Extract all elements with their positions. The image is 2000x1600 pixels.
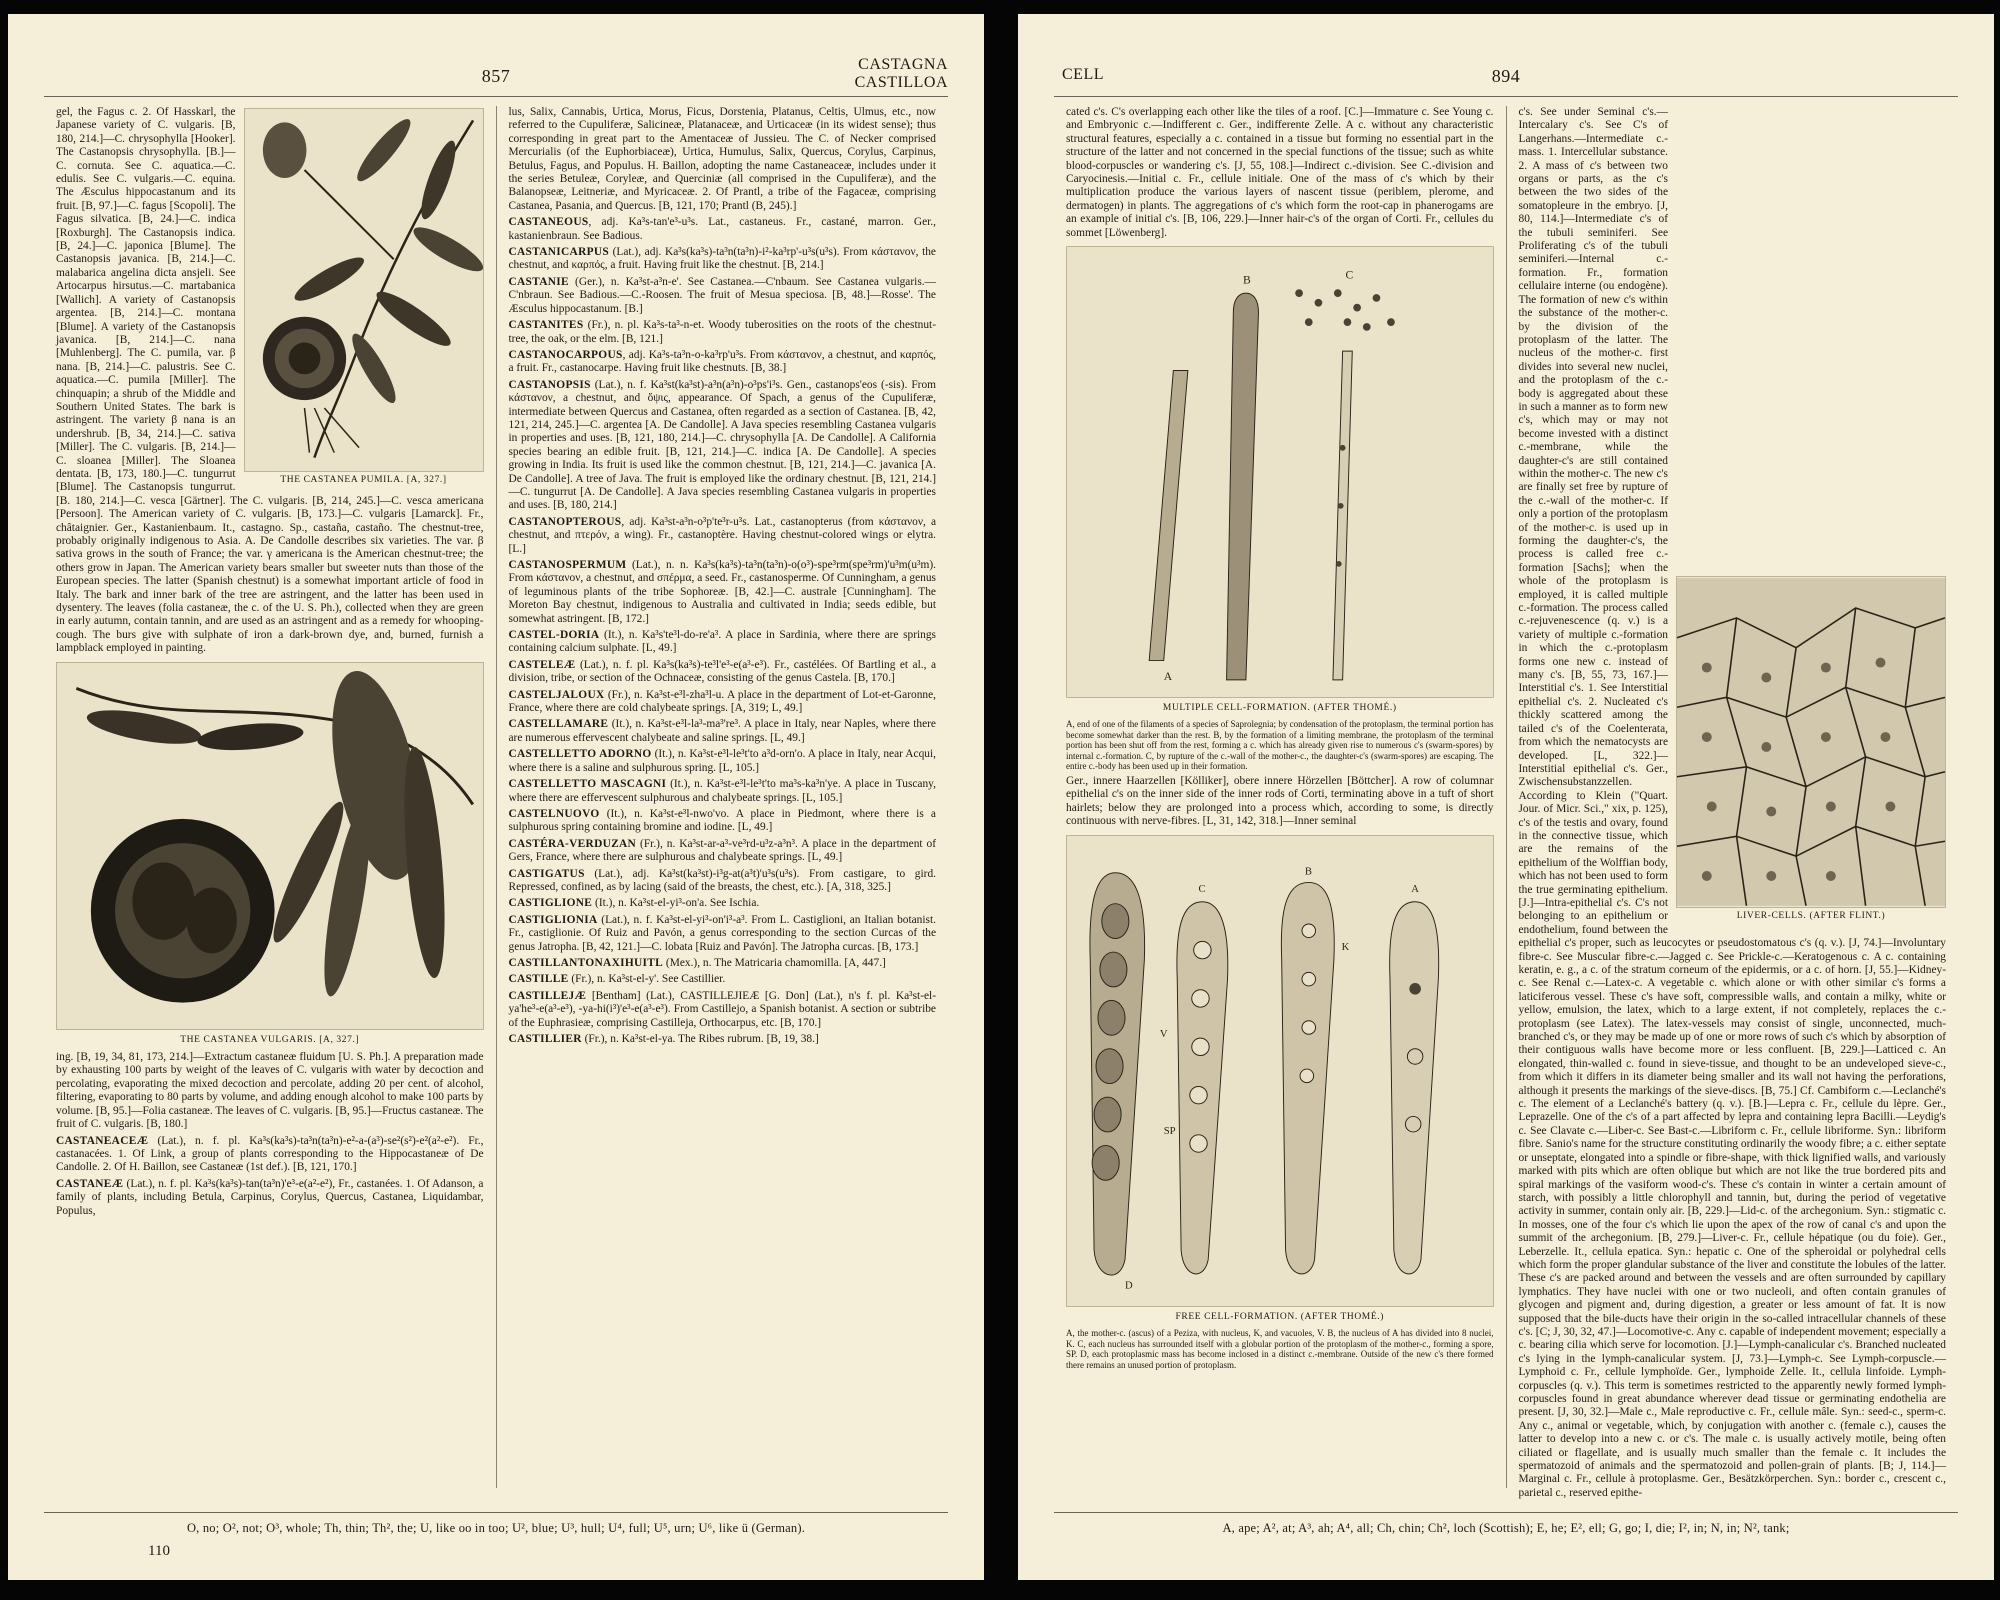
definition: (It.), n. Ka³st-e³l-le³t'to a³d-orn'o. A place in Italy, near Acqui, where there is a saline and sulphurous spring. [L, 105.] <box>508 748 936 774</box>
left-running-head <box>44 50 948 97</box>
entry-castaneae <box>56 1178 484 1218</box>
castanea-vulgaris-figure <box>56 662 484 1047</box>
castanea-pumila-caption: THE CASTANEA PUMILA. [A, 327.] <box>280 475 447 485</box>
entry <box>509 689 937 716</box>
entry-castaneaceae <box>56 1135 484 1175</box>
figure-label-b: B <box>1243 273 1251 287</box>
left-page <box>8 14 984 1580</box>
definition: (Ger.), n. Ka³st-a³n-e'. See Castanea.—C'nbaum. See Castanea vulgaris.—C'nbraun. See Badious.—C.-Roosen. The fruit of Mesua speciosa. [B, 48.]—Rosse'. The Æsculus hippocastanum. [B.] <box>508 275 936 315</box>
right-pronunciation-key: A, ape; A², at; A³, ah; A⁴, all; Ch, chin; Ch², loch (Scottish); E, he; E², ell; G, go; I, die; I², in; N, in; N², tank; <box>1054 1512 1958 1536</box>
headword: CASTEL-DORIA <box>508 629 600 642</box>
multiple-cell-formation-note: A, end of one of the filaments of a species of Saprolegnia; by condensation of the protoplasm, the terminal portion has become somewhat darker than the rest. B, by the formation of a limiting membrane, the protoplasm of the terminal portion has been shut off from the rest, forming a c. which has already given rise to numerous c's (swarm-spores) by internal c.-formation. C, by rupture of the c.-wall of the mother-c., the daughter-c's (swarm-spores) are escaping. The entire c.-body has been used up in their formation. <box>1066 719 1494 772</box>
entry <box>509 379 937 513</box>
entry <box>509 838 937 865</box>
definition: (Mex.), n. The Matricaria chamomilla. [A, 447.] <box>663 956 886 969</box>
definition: (Lat.), n. f. pl. Ka³s(ka³s)-te³l'e³-e(a³-e³). Fr., castélées. Of Bartling et al., a division, tribe, or section of the Ochnaceæ, consisting of the genus Castela. [B, 170.] <box>508 658 936 685</box>
entry <box>509 957 937 970</box>
entry <box>509 516 937 556</box>
entry <box>509 868 937 895</box>
headword: CASTANOSPERMUM <box>508 559 627 571</box>
liver-cells-figure <box>1676 576 1946 927</box>
headword: CASTELLETTO ADORNO <box>508 748 652 761</box>
headword: CASTELLAMARE <box>508 718 609 731</box>
figure-label-c: C <box>1345 268 1354 282</box>
entry <box>509 973 937 986</box>
definition: , adj. Ka³s-ta³n-o-ka³rp'u³s. From κάστανον, a chestnut, and καρπός, a fruit. Fr., castanocarpe. Having fruit like chestnuts. [B, 38.] <box>508 348 936 375</box>
figure-label-c: C <box>1198 883 1206 895</box>
headword: CASTIGATUS <box>508 867 585 880</box>
headword: CASTÉRA-VERDUZAN <box>508 837 637 850</box>
right-col1-top-text: cated c's. C's overlapping each other like the tiles of a roof. [C.]—Immature c. See Young c. and Embryonic c.—Indifferent c. Ger., indifferente Zelle. A c. without any characteristic structural features, especially a c. contained in a tissue but forming no essential part in the structure of the latter and not concerned in the special functions of the tissue; such as white blood-corpuscles or wandering c's. [J, 55, 108.]—Indirect c.-division. See C.-division and Caryocinesis.—Initial c. Fr., cellule initiale. One of the mass of c's which by their multiplication produce the various layers of nascent tissue (periblem, plerome, and dermatogen) in plants. The aggregations of c's which form the root-cap in phanerogams are an example of initial c's. [B, 106, 229.]—Inner hair-c's of the organ of Corti. Fr., cellules du sommet [Löwenberg]. <box>1066 106 1494 239</box>
definition: (Lat.), n. f. Ka³st-el-yi³-on'i³-a³. From L. Castiglioni, an Italian botanist. Fr., castiglionie. Of Ruiz and Pavón, a genus corresponding to the section Curcas of the genus Jatropha. [B, 42, 121.]—C. lobata [Ruiz and Pavón]. The Jatropha curcas. [B, 173.] <box>508 913 936 953</box>
left-guide-words <box>855 56 948 92</box>
entry <box>509 778 937 805</box>
entry <box>509 1033 937 1046</box>
free-cell-formation-caption: FREE CELL-FORMATION. (AFTER THOMÉ.) <box>1175 1311 1384 1322</box>
left-signature-mark: 110 <box>148 1543 170 1559</box>
castanea-vulgaris-caption: THE CASTANEA VULGARIS. [A, 327.] <box>180 1034 360 1045</box>
headword: CASTELJALOUX <box>508 688 605 701</box>
headword: CASTANOCARPOUS <box>508 348 623 361</box>
entry <box>509 319 937 346</box>
left-col1-bottom-text: ing. [B, 19, 34, 81, 173, 214.]—Extractum castaneæ fluidum [U. S. Ph.]. A preparation made by exhausting 100 parts by weight of the leaves of C. vulgaris with water by decoction and percolating, evaporating the mixed decoction and percolate, adding 20 per cent. of alcohol, filtering, evaporating to 80 parts by volume, and adding enough alcohol to make 100 parts by volume. [B, 95.]—Folia castaneæ. The leaves of C. vulgaris. [B, 95.]—Fructus castaneæ. The fruit of C. vulgaris. [B, 180.] <box>56 1051 484 1131</box>
definition: (Lat.), adj. Ka³st(ka³st)-i³g-at(a³t)'u³s(u³s). From castigare, to gird. Repressed, confined, as by lacing (said of the breasts, the chest, etc.). [A, 318, 325.] <box>508 867 936 893</box>
headword: CASTILLANTONAXIHUITL <box>508 956 664 969</box>
definition: (It.), n. Ka³st-e³l-la³-ma³'re³. A place in Italy, near Naples, where there are numerous effervescent chalybeate and saline springs. [L, 49.] <box>508 718 936 744</box>
headword: CASTIGLIONE <box>508 897 593 910</box>
castanea-pumila-illustration <box>245 109 483 471</box>
headword: CASTANOPTEROUS <box>508 515 622 528</box>
entry <box>509 897 937 910</box>
headword: CASTELEÆ <box>508 658 576 671</box>
entry <box>509 629 937 656</box>
entry <box>509 914 937 954</box>
right-columns <box>1054 106 1958 1499</box>
definition: (It.), n. Ka³st-e³l-nwo'vo. A place in Piedmont, where there is a sulphurous spring containing bromine and iodine. [L, 49.] <box>508 807 936 834</box>
figure-label-d: D <box>1125 1280 1133 1292</box>
right-column-2 <box>1506 106 1959 1499</box>
liver-cells-illustration <box>1677 577 1945 907</box>
multiple-cell-formation-caption: MULTIPLE CELL-FORMATION. (AFTER THOMÉ.) <box>1162 703 1397 714</box>
guide-word-first: CASTAGNA <box>858 56 948 73</box>
liver-cells-caption: LIVER-CELLS. (AFTER FLINT.) <box>1736 911 1886 921</box>
right-col1-mid-text: Ger., innere Haarzellen [Kölliker], obere innere Hörzellen [Böttcher]. A row of columnar epithelial c's on the inner side of the inner rods of Corti, terminating above in a tuft of short hairlets; below they are prolonged into a process which, according to some, is directly continuous with nerve-fibres. [L, 31, 142, 318.]—Inner seminal <box>1066 774 1494 828</box>
right-col2-text: c's. See under Seminal c's.—Intercalary c's. See C's of Langerhans.—Intermediate c.-mass. 1. Intercellular substance. 2. A mass of c's between two organs or parts, as the c's between the two sides of the somatopleure in the embryo. [J, 80, 114.]—Intermediate c's of the tubuli seminiferi. See Proliferating c's of the tubuli seminiferi.—Internal c.-formation. Fr., formation cellulaire interne (ou endogène). The formation of new c's within the substance of the mother-c. by the division of the protoplasm of the latter. The nucleus of the mother-c. first divides into several new nuclei, and the protoplasm of the c.-body is aggregated about these in such a manner as to form new c's, which may or may not become invested with a distinct c.-membrane, while the daughter-c's are still contained within the mother-c. The new c's are finally set free by rupture of the c.-wall of the mother-c. If only a portion of the protoplasm of the mother-c. is used up in forming the daughter-c's, the process is called free c.-formation [Sachs]; when the whole of the protoplasm is employed, it is called multiple c.-formation. The process called c.-rejuvenescence (q. v.) is a variety of multiple c.-formation in which the c.-protoplasm forms one new c. instead of many c's. [B, 55, 73, 167.]—Interstitial c's. 1. See Interstitial epithelial c's. 2. Nucleated c's thickly scattered among the tailed c's of the Coelenterata, from which the nematocysts are developed. [L, 322.]—Interstitial epithelial c's. Ger., Zwischensubstanzzellen. According to Klein ("Quart. Jour. of Micr. Sci.," xix, p. 125), c's of the testis and ovary, found in the connective tissue, which are the remains of the epithelium of the Wolffian body, which has not been used to form the true germinating epithelium. [J.]—Intra-epithelial c's. C's not belonging to an epithelium or endothelium, found between the epithelial c's proper, such as leucocytes or pseudostomatous c's (q. v.). [J, 74.]—Involuntary fibre-c. See Muscular fibre-c.—Jagged c. See Prickle-c.—Keratogenous c. A c. containing keratin, e. g., a c. of the stratum corneum of the epidermis, or a c. of horn. [J, 55.]—Kidney-c. See Renal c.—Latex-c. A vegetable c. which alone or with other similar c's forms a laticiferous vessel. These c's have soft, compressible walls, and contain a milky, white or yellow, emulsion, the latex, which to a large extent, if not completely, replaces the c.-protoplasm (see Latex). The latex-vessels may consist of single, unconnected, much-branched c's, or they may be made up of one or more rows of such c's which by absorption of their contiguous walls have become more or less confluent. [B, 229.]—Latticed c. An elongated, thin-walled c. found in sieve-tissue, and thought to be an undeveloped sieve-c., from which it differs in its diameter being smaller and its wall not having the perforations, although it presents the markings of the sieve-discs. [B, 75.] Cf. Cambiform c.—Leclanché's c. The element of a Leclanché's battery (q. v.). [B.]—Lepra c. Fr., cellule du lèpre. Ger., Leprazelle. One of the c's of a part affected by lepra and containing lepra Bacilli.—Leydig's c. See Clavate c.—Liber-c. See Bast-c.—Libriform c. Fr., cellule libriforme. Syn.: libriform fibre. Sanio's name for the structure constituting ordinarily the woody fibre; a c. either septate or unseptate, elongated into a spindle or fibre-shape, with thick lignified walls, and variously marked with pits which are often oblique but which are not like the true bordered pits and spiral markings of the vasiform wood-c's. These c's contain in winter a certain amount of starch, with possibly a little chlorophyll and tannin, but, during the period of vegetative activity in summer, contain only air. [B, 229.]—Lid-c. of the archegonium. Syn.: stigmatic c. In mosses, one of the four c's which lie upon the apex of the row of canal c's and upon the summit of the archegonium. [B, 279.]—Liver-c. Fr., cellule hépatique (ou du foie). Ger., Leberzelle. It., cellula epatica. Syn.: hepatic c. One of the spheroidal or polyhedral cells which form the proper glandular substance of the liver and constitute the lobules of the latter. These c's are packed around and between the vessels and are often surrounded by capillary lymphatics. They have nuclei with one or two nucleoli, and often contain granules of glycogen and pigment and, during digestion, a greater or less amount of fat. It is now supposed that the bile-ducts have their origin in the so-called intracellular channels of these c's. [C; J, 30, 32, 47.]—Locomotive-c. Any c. capable of independent movement; especially a c. bearing cilia which serve for locomotion. [J.]—Lymph-canalicular c's. Branched nucleated c's lying in the lymph-canalicular system. [J, 73.]—Lymph-c. See Lymph-corpuscle.—Lymphoid c. Fr., cellule lymphoïde. Ger., lymphoide Zelle. It., cellula linfoide. Lymph-corpuscles (q. v.). This term is sometimes restricted to the apparently newly formed lymph-corpuscles found in great abundance wherever dead tissue or germinating endothelia are present. [J, 30, 32.]—Male c., Male reproductive c. Fr., cellule mâle. Syn.: seed-c., sperm-c. Any c., animal or vegetable, which, by conjugation with another c. (female c.), causes the latter to develop into a new c. or c's. The male c. is usually actively motile, being often ciliated or flagellate, and is usually much smaller than the female c. It includes the spermatozoid of animals and the spermatozoid and pollen-grain of plants. [B; J, 114.]—Marginal c. Fr., cellule à protoplasme. Ger., Besätzkörperchen. Syn.: border c., crescent c., parietal c., reserved epithe- <box>1518 106 1946 1499</box>
left-column-2 <box>496 106 949 1488</box>
headword: CASTILLE <box>508 973 569 986</box>
definition: (Fr.), n. Ka³st-e³l-zha³l-u. A place in the department of Lot-et-Garonne, France, where there are cold chalybeate springs. [A, 319; L, 49.] <box>508 688 936 715</box>
headword: CASTELLETTO MASCAGNI <box>508 778 667 791</box>
definition: (Fr.), n. pl. Ka³s-ta³-n-et. Woody tuberosities on the roots of the chestnut-tree, the oak, or the elm. [B, 121.] <box>508 319 936 345</box>
figure-label-a: A <box>1163 669 1173 683</box>
headword: CASTILLEJÆ <box>508 989 587 1002</box>
right-running-head <box>1054 50 1958 97</box>
entry <box>509 718 937 745</box>
entry <box>509 808 937 835</box>
free-cell-formation-note: A, the mother-c. (ascus) of a Peziza, with nucleus, K, and vacuoles, V. B, the nucleus of A has divided into 8 nuclei, K. C, each nucleus has surrounded itself with a globular portion of the protoplasm of the mother-c., forming a spore, SP. D, each protoplasmic mass has become inclosed in a distinct c.-membrane. Outside of the new c's there formed there remains an unused portion of protoplasm. <box>1066 1328 1494 1370</box>
entry <box>509 246 937 273</box>
entry <box>509 748 937 775</box>
figure-label-a: A <box>1411 883 1419 895</box>
definition: [Bentham] (Lat.), CASTILLEJIEÆ [G. Don] (Lat.), n's f. pl. Ka³st-el-ya'he³-e(a³-e³), -ya-hi(i³)'e³-e(a³-e³). From Castillejo, a Spanish botanist. A section or subtribe of the Euphrasieæ, comprising Castilleja, Orthocarpus, etc. [B, 170.] <box>508 989 936 1029</box>
figure-label-sp: SP <box>1163 1125 1176 1137</box>
free-cell-formation-figure <box>1066 835 1494 1370</box>
headword: CASTANOPSIS <box>508 378 591 391</box>
entry <box>509 349 937 376</box>
left-columns <box>44 106 948 1488</box>
castanea-vulgaris-illustration <box>57 663 483 1029</box>
headword: CASTIGLIONIA <box>508 913 598 926</box>
definition: (Lat.), n. f. pl. Ka³s(ka³s)-tan(ta³n)'e³-e(a²-e²), Fr., castanées. 1. Of Adanson, a family of plants, including Betula, Carpinus, Corylus, Quercus, Castanea, Liquidambar, Populus, <box>56 1177 484 1217</box>
headword: CASTELNUOVO <box>508 807 600 820</box>
definition: , adj. Ka³s-tan'e³-u³s. Lat., castaneus. Fr., castané, marron. Ger., kastanienbraun. See Badious. <box>508 216 936 242</box>
multiple-cell-formation-figure <box>1066 246 1494 772</box>
right-page-number: 894 <box>1491 66 1521 86</box>
castanea-pumila-figure <box>244 108 484 490</box>
right-page <box>1018 14 1994 1580</box>
multiple-cell-formation-illustration <box>1067 247 1493 697</box>
figure-label-v: V <box>1159 1028 1168 1040</box>
definition: (Lat.), n. n. Ka³s(ka³s)-ta³n(ta³n)-o(o³)-spe³rm(spe³rm)'u³m(u³m). From κάστανον, a chestnut, and σπέρμα, a seed. Fr., castanosperme. Of Cunningham, a genus of leguminous plants of the tribe Sophoreæ. [B, 42.]—C. australe [Cunningham]. The Moreton Bay chestnut, indigenous to Australia and cultivated in India; seeds edible, but somewhat astringent. [B, 172.] <box>508 559 936 625</box>
free-cell-formation-illustration <box>1067 836 1493 1306</box>
definition: (Lat.), n. f. pl. Ka³s(ka³s)-ta³n(ta³n)-e²-a-(a³)-se²(s²)-e²(a²-e²). Fr., castanacées. 1. Of Link, a group of plants corresponding to the Hippocastaneæ of De Candolle. 2. Of H. Baillon, see Castaneæ (1st def.). [B, 121, 170.] <box>56 1134 484 1174</box>
definition: (Lat.), n. f. Ka³st(ka³st)-a³n(a³n)-o³ps'i³s. Gen., castanops'eos (-sis). From κάστανον, a chestnut, and ὄψις, appearance. Of Spach, a genus of the Cupuliferæ, intermediate between Quercus and Castanea, often regarded as a section of Castanea. [B, 42, 121, 214, 245.]—C. argentea [A. De Candolle]. A Java species resembling Castanea vulgaris in properties and uses. [B, 121, 180, 214.]—C. chrysophylla [A. De Candolle]. A California species bearing an edible fruit. [B, 121, 214.]—C. indica [A. De Candolle]. A species growing in India. Its fruit is used like the common chestnut. [B, 121, 214.]—C. javanica [A. De Candolle]. A tree of Java. The fruit is employed like the ordinary chestnut. [B, 121, 214.]—C. tungurrut [A. De Candolle]. A Java species resembling Castanea vulgaris in properties and uses. [B, 180, 214.] <box>508 378 936 512</box>
left-col2-top-text: lus, Salix, Cannabis, Urtica, Morus, Ficus, Dorstenia, Platanus, Celtis, Ulmus, etc., now referred to the Cupuliferæ, Salicineæ, Platanaceæ, and Urticaceæ (in its widest sense); thus corresponding in great part to the Amentaceæ of Jussieu. The C. of Necker comprised Mercurialis (of the Euphorbiaceæ), Urtica, Humulus, Salix, Quercus, Corylus, Carpinus, Betulus, Fagus, and Populus. H. Baillon, adopting the name Castaneaceæ, includes under it the series Betuleæ, Coryleæ, and Querciniæ (all comprised in the Cupuliferæ), and the Balanopseæ, Leitneriæ, and Myricaceæ. 2. Of Prantl, a tribe of the Fagaceæ, comprising Castanea, Pasania, and Quercus. [B, 121, 170; Prantl (B, 245).] <box>508 106 936 212</box>
headword: CASTANICARPUS <box>508 246 610 259</box>
entry <box>509 659 937 686</box>
definition: (It.), n. Ka³st-el-yi³-on'a. See Ischia. <box>592 897 760 910</box>
left-column-1 <box>44 106 496 1488</box>
left-page-number: 857 <box>481 66 511 86</box>
definition: (It.), n. Ka³st-e³l-le³t'to ma³s-ka³n'ye. A place in Tuscany, where there are effervescent sulphurous and chalybeate springs. [L, 105.] <box>508 778 936 804</box>
definition: (Lat.), adj. Ka³s(ka³s)-ta³n(ta³n)-i²-ka³rp'-u³s(u³s). From κάστανον, the chestnut, and καρπός, a fruit. Having fruit like the chestnut. [B, 214.] <box>508 246 936 272</box>
entry <box>509 559 937 626</box>
entry <box>509 276 937 316</box>
definition: (Fr.), n. Ka³st-el-ya. The Ribes rubrum. [B, 19, 38.] <box>581 1033 819 1045</box>
figure-label-b: B <box>1304 866 1312 878</box>
entry <box>509 216 937 243</box>
right-guide-word: CELL <box>1062 66 1104 83</box>
headword: CASTANITES <box>508 319 584 332</box>
headword: CASTILLIER <box>508 1033 582 1045</box>
entry <box>509 990 937 1030</box>
definition: (Fr.), n. Ka³st-el-y'. See Castillier. <box>568 973 726 986</box>
headword: CASTANEOUS <box>508 216 589 229</box>
left-col1-top-text: gel, the Fagus c. 2. Of Hasskarl, the Japanese variety of C. vulgaris. [B, 180, 214.]—C. chrysophylla [Hooker]. The Castanopsis chrysophylla. [B.]—C. cornuta. See C. aquatica.—C. edulis. See C. vulgaris.—C. equina. The Æsculus hippocastanum and its fruit. [B, 97.]—C. fagus [Scopoli]. The Fagus silvatica. [B, 24.]—C. indica [Roxburgh]. The Castanopsis indica. [B, 24.]—C. japonica [Blume]. The Castanopsis javanica. [B, 214.]—C. malabarica angelina dicta ansjeli. See Artocarpus hirsutus.—C. martabanica [Wallich]. A variety of Castanopsis argentea. [B, 214.]—C. montana [Blume]. A variety of the Castanopsis javanica. [B, 214.]—C. nana [Muhlenberg]. The C. pumila, var. β nana. [B, 214.]—C. palustris. See C. aquatica.—C. pumila [Miller]. The chinquapin; a shrub of the Middle and Southern United States. The bark is astringent. The variety β nana is an undershrub. [B, 34, 214.]—C. sativa [Miller]. The C. vulgaris. [B, 214.]—C. sloanea [Miller]. The Sloanea dentata. [B, 173, 180.]—C. tungurrut [Blume]. The Castanopsis tungurrut. [B. 180, 214.]—C. vesca [Gärtner]. The C. vulgaris. [B, 214, 245.]—C. vesca americana [Persoon]. The American variety of C. vulgaris. [B, 173.]—C. vulgaris [Lamarck]. Fr., châtaignier. Ger., Kastanienbaum. It., castagno. Sp., castaña, castaño. The chestnut-tree, probably originally indigenous to Asia. A. De Candolle describes six varieties. The var. β sativa grows in the south of France; the var. γ americana is the American chestnut-tree; the others grow in Japan. The American variety bears smaller but sweeter nuts than those of the European species. The latter (Spanish chestnut) is a somewhat important article of food in Italy. The bark and inner bark of the tree are astringent, and the latter has been used in dysentery. The leaves (folia castaneæ, the c. of the U. S. Ph.), collected when they are green in early autumn, contain tannin, and are used as an astringent and as a remedy for whooping-cough. The burs give with sulphate of iron a dark-brown dye, and, burned, furnish a lampblack employed in painting. <box>56 106 484 655</box>
headword: CASTANIE <box>508 275 569 288</box>
left-pronunciation-key: O, no; O², not; O³, whole; Th, thin; Th², the; U, like oo in too; U², blue; U³, hull; U⁴, full; U⁵, urn; U⁶, like ü (German). <box>44 1512 948 1536</box>
headword: CASTANEÆ <box>56 1177 124 1190</box>
definition: (Fr.), n. Ka³st-ar-a³-ve³rd-u³z-a³n³. A place in the department of Gers, France, where there are sulphurous and chalybeate springs. [L, 49.] <box>508 837 936 864</box>
definition: , adj. Ka³st-a³n-o³p'te³r-u³s. Lat., castanopterus (from κάστανον, a chestnut, and πτερόν, a wing). Fr., castanoptère. Having chestnut-colored wings or elytra. [L.] <box>508 515 936 555</box>
guide-word-last: CASTILLOA <box>854 74 948 91</box>
definition: (It.), n. Ka³s'te³l-do-re'a³. A place in Sardinia, where there are springs containing calcium sulphate. [L, 49.] <box>508 629 936 655</box>
right-column-1 <box>1054 106 1506 1488</box>
headword: CASTANEACEÆ <box>56 1134 149 1147</box>
figure-label-k: K <box>1341 941 1350 953</box>
